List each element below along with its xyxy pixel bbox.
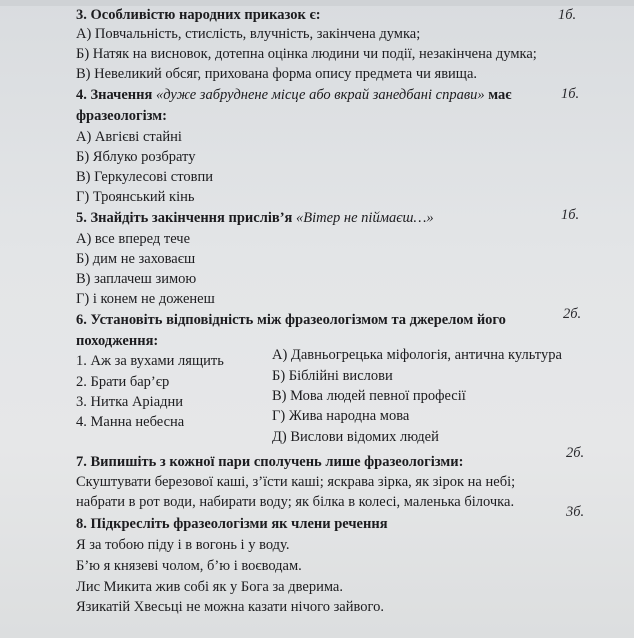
question-6-right-c: В) Мова людей певної професії: [272, 388, 466, 404]
question-5-option-a: А) все вперед тече: [76, 231, 191, 247]
question-5-points: 1б.: [561, 207, 580, 223]
question-7-line-2: набрати в рот води, набирати воду; як білка в колесі, маленька білочка.: [76, 494, 515, 510]
question-5-option-b: Б) дим не заховаєш: [76, 251, 196, 267]
question-4-title: [76, 86, 512, 104]
question-5-title-start: 5. Знайдіть закінчення прислів’я: [76, 210, 296, 226]
question-4-option-a: А) Авгієві стайні: [76, 129, 182, 145]
question-6-points: 2б.: [563, 306, 582, 322]
question-8-sentence-2: Б’ю я князеві чолом, б’ю і воєводам.: [76, 558, 302, 574]
question-4-title-start: 4. Значення: [76, 87, 156, 103]
question-4-option-c: В) Геркулесові стовпи: [76, 169, 213, 185]
question-6-right-e: Д) Вислови відомих людей: [272, 429, 439, 445]
question-7-title: 7. Випишіть з кожної пари сполучень лише фразеологізми:: [76, 454, 464, 470]
question-3-option-a: А) Повчальність, стислість, влучність, закінчена думка;: [76, 26, 421, 42]
question-3-title: 3. Особливістю народних приказок є:: [76, 7, 321, 23]
question-8-sentence-4: Язикатій Хвесьці не можна казати нічого зайвого.: [76, 599, 384, 615]
question-7-line-1: Скуштувати березової каші, з’їсти каші; яскрава зірка, як зірок на небі;: [76, 474, 516, 490]
question-6-right-a: А) Давньогрецька міфологія, антична культура: [272, 347, 562, 363]
question-6-left-4: 4. Манна небесна: [76, 414, 185, 430]
question-4-option-d: Г) Троянський кінь: [76, 189, 195, 205]
question-5-title: [76, 209, 434, 227]
question-4-points: 1б.: [561, 86, 580, 102]
question-8-points: 3б.: [566, 504, 585, 520]
question-6-title-line2: походження:: [76, 333, 159, 349]
question-8-title: 8. Підкресліть фразеологізми як члени речення: [76, 516, 388, 532]
question-6-left-1: 1. Аж за вухами лящить: [76, 353, 224, 369]
question-8-sentence-3: Лис Микита жив собі як у Бога за дверима.: [76, 579, 343, 595]
question-6-left-3: 3. Нитка Аріадни: [76, 394, 184, 410]
question-6-right-b: Б) Біблійні вислови: [272, 368, 393, 384]
question-4-option-b: Б) Яблуко розбрату: [76, 149, 196, 165]
question-3-option-c: В) Невеликий обсяг, прихована форма опису предмета чи явища.: [76, 66, 478, 82]
question-4-title-end: має: [484, 87, 512, 103]
question-8-sentence-1: Я за тобою піду і в вогонь і у воду.: [76, 537, 290, 553]
question-5-title-quote: «Вітер не піймаєш…»: [296, 210, 434, 226]
question-6-title: 6. Установіть відповідність між фразеологізмом та джерелом його: [76, 312, 506, 328]
question-5-option-c: В) заплачеш зимою: [76, 271, 197, 287]
question-5-option-d: Г) і конем не доженеш: [76, 291, 215, 307]
question-3-option-b: Б) Натяк на висновок, дотепна оцінка людини чи події, незакінчена думка;: [76, 46, 537, 62]
question-4-title-quote: «дуже забруднене місце або вкрай занедбані справи»: [155, 87, 485, 103]
question-4-title-line2: фразеологізм:: [76, 108, 167, 124]
question-3-points: 1б.: [558, 7, 577, 23]
question-7-points: 2б.: [566, 445, 585, 461]
question-6-right-d: Г) Жива народна мова: [272, 408, 410, 424]
question-6-left-2: 2. Брати бар’єр: [76, 374, 170, 390]
